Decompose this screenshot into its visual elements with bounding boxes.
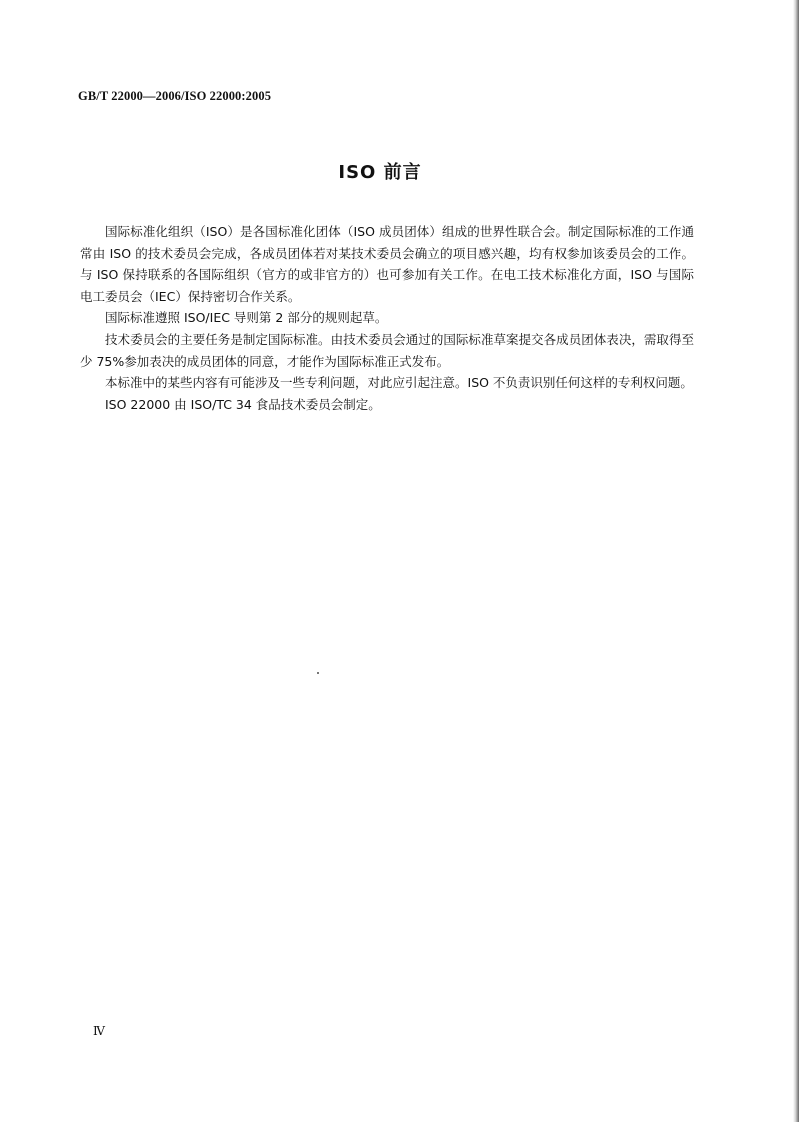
paragraph-drafting-rules: 国际标准遵照 ISO/IEC 导则第 2 部分的规则起草。 — [105, 310, 388, 326]
page-number: Ⅳ — [93, 1024, 105, 1038]
page-title: ISO 前言 — [338, 162, 422, 183]
scan-speck — [317, 672, 319, 674]
paragraph-iso-overview: 国际标准化组织（ISO）是各国标准化团体（ISO 成员团体）组成的世界性联合会。制定国际标准的工作通常由 ISO 的技术委员会完成，各成员团体若对某技术委员会确立的项目感兴趣，均有权参加该委员会的工作。与 ISO 保持联系的各国际组织（官方的或非官方的）也可参加有关工作。在电工技术标准化方面，ISO 与国际电工委员会（IEC）保持密切合作关系。 — [80, 224, 694, 304]
paragraph-patent-notice: 本标准中的某些内容有可能涉及一些专利问题，对此应引起注意。ISO 不负责识别任何这样的专利权问题。 — [105, 375, 693, 391]
foreword-body — [80, 221, 694, 415]
paragraph-prepared-by: ISO 22000 由 ISO/TC 34 食品技术委员会制定。 — [105, 396, 381, 412]
scan-edge-artifact — [793, 0, 799, 1122]
standard-code-header: GB/T 22000—2006/ISO 22000:2005 — [78, 89, 272, 103]
paragraph-committee-task: 技术委员会的主要任务是制定国际标准。由技术委员会通过的国际标准草案提交各成员团体表决，需取得至少 75%参加表决的成员团体的同意，才能作为国际标准正式发布。 — [80, 331, 694, 369]
